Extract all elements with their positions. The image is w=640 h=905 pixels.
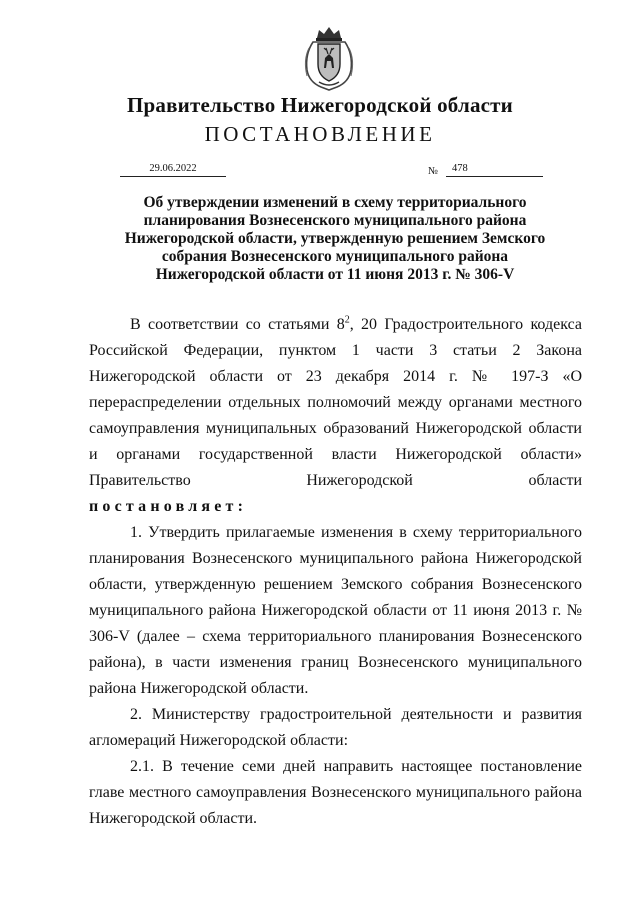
- document-type: ПОСТАНОВЛЕНИЕ: [204, 122, 436, 146]
- item-2-paragraph: 2. Министерству градостроительной деятельности и развития агломераций Нижегородской области:: [89, 706, 582, 749]
- item-1-paragraph: 1. Утвердить прилагаемые изменения в схему территориального планирования Вознесенского муниципального района Нижегородской области, утвержденную решением Земского собрания Вознесенского муниципального района Нижегородской области от 11 июня 2013 г. № 306-V (далее – схема территориального планирования Вознесенского района), в части изменения границ Вознесенского муниципального района Нижегородской области.: [89, 524, 582, 697]
- title-line: Нижегородской области от 11 июня 2013 г. № 306-V: [155, 266, 515, 283]
- preamble-rest: , 20 Градостроительного кодекса Российской Федерации, пунктом 1 части 3 статьи 2 Закона Нижегородской области от 23 декабря 2014 г. № 197-З «О перераспределении отдельных полномочий между органами местного самоуправления муниципальных образований Нижегородской области и органами государственной власти Нижегородской области» Правительство Нижегородской области: [89, 316, 582, 489]
- title-line: собрания Вознесенского муниципального района: [161, 248, 509, 265]
- coat-of-arms-icon: [299, 24, 359, 92]
- article-superscript: 2: [344, 314, 350, 326]
- decree-title: [110, 194, 560, 284]
- decrees-word: постановляет:: [89, 498, 248, 515]
- number-label: №: [428, 166, 439, 177]
- title-line: Об утверждении изменений в схему территориального: [143, 194, 527, 211]
- preamble-paragraph: [89, 312, 582, 494]
- decree-body: [89, 312, 582, 832]
- government-name: Правительство Нижегородской области: [127, 93, 513, 117]
- decrees-line: [89, 494, 582, 520]
- title-line: планирования Вознесенского муниципального района: [143, 212, 527, 229]
- preamble-start: В соответствии со статьями 8: [130, 316, 345, 333]
- decree-number: 478: [446, 162, 543, 177]
- title-line: Нижегородской области, утвержденную решением Земского: [124, 230, 546, 247]
- decree-date: 29.06.2022: [120, 162, 226, 177]
- item-2-1-paragraph: 2.1. В течение семи дней направить настоящее постановление главе местного самоуправления Вознесенского муниципального района Нижегородской области.: [89, 758, 582, 827]
